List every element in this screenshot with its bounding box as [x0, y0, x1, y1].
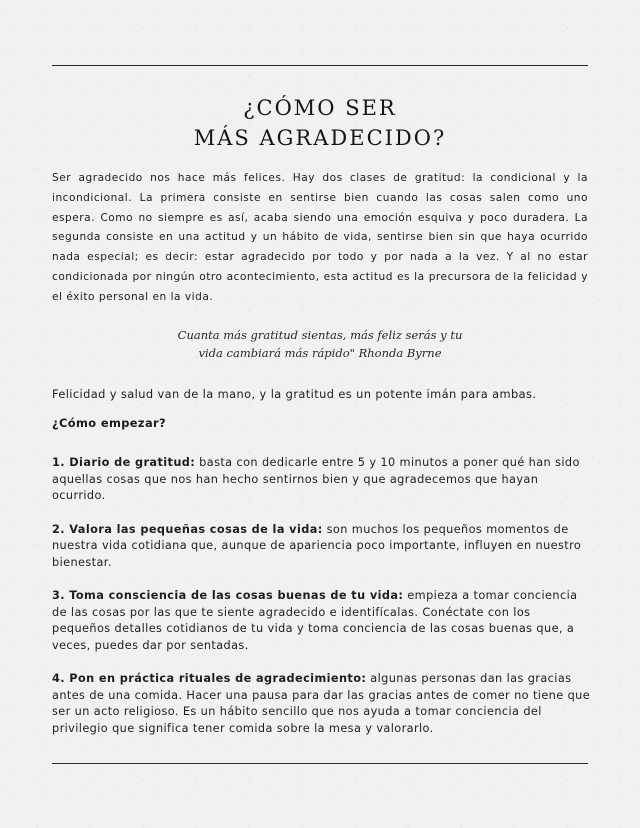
bottom-divider [52, 763, 588, 764]
health-paragraph: Felicidad y salud van de la mano, y la gratitud es un potente imán para ambas. [52, 387, 537, 401]
step-item [52, 522, 592, 572]
steps-list [52, 455, 592, 754]
step-heading: 4. Pon en práctica rituales de agradecimiento: [52, 672, 367, 685]
quote-line-1: Cuanta más gratitud sientas, más feliz serás y tu [177, 328, 463, 342]
step-heading: 2. Valora las pequeñas cosas de la vida: [52, 522, 323, 536]
step-text: algunas personas dan las gracias antes de una comida. Hacer una pausa para dar las gracias antes de comer no tiene que ser un acto religioso. Es un hábito sencillo que nos ayuda a tomar conciencia del privilegio que significa tener comida sobre la mesa y valorarlo. [52, 672, 591, 735]
step-text: basta con dedicarle entre 5 y 10 minutos a poner qué han sido aquellas cosas que nos han hecho sentirnos bien y que agradecemos que hayan ocurrido. [52, 456, 580, 502]
top-divider [52, 65, 588, 66]
step-heading: 1. Diario de gratitud: [52, 456, 196, 469]
step-item [52, 588, 592, 654]
page-title [0, 93, 640, 153]
quote-line-2: vida cambiará más rápido" Rhonda Byrne [198, 346, 442, 360]
intro-paragraph: Ser agradecido nos hace más felices. Hay dos clases de gratitud: la condicional y la incondicional. La primera consiste en sentirse bien cuando las cosas salen como uno espera. Como no siempre es así, acaba siendo una emoción esquiva y poco duradera. La segunda consiste en una actitud y un hábito de vida, sentirse bien sin que haya ocurrido nada especial; es decir: estar agradecido por todo y por nada a la vez. Y al no estar condicionada por ningún otro acontecimiento, esta actitud es la precursora de la felicidad y el éxito personal en la vida. [52, 172, 588, 303]
step-item [52, 671, 592, 737]
step-heading: 3. Toma consciencia de las cosas buenas de tu vida: [52, 589, 404, 602]
quote [60, 326, 580, 362]
step-item [52, 455, 592, 505]
step-text: son muchos los pequeños momentos de nuestra vida cotidiana que, aunque de apariencia poco importante, influyen en nuestro bienestar. [52, 522, 582, 569]
step-text: empieza a tomar conciencia de las cosas por las que te siente agradecido e identifícalas. Conéctate con los pequeños detalles cotidianos de tu vida y toma conciencia de las cosas buenas que, a veces, puedes dar por sentadas. [52, 589, 578, 652]
how-to-start-heading: ¿Cómo empezar? [52, 416, 167, 430]
title-line-1: ¿CÓMO SER [243, 96, 397, 120]
title-line-2: MÁS AGRADECIDO? [193, 126, 447, 150]
